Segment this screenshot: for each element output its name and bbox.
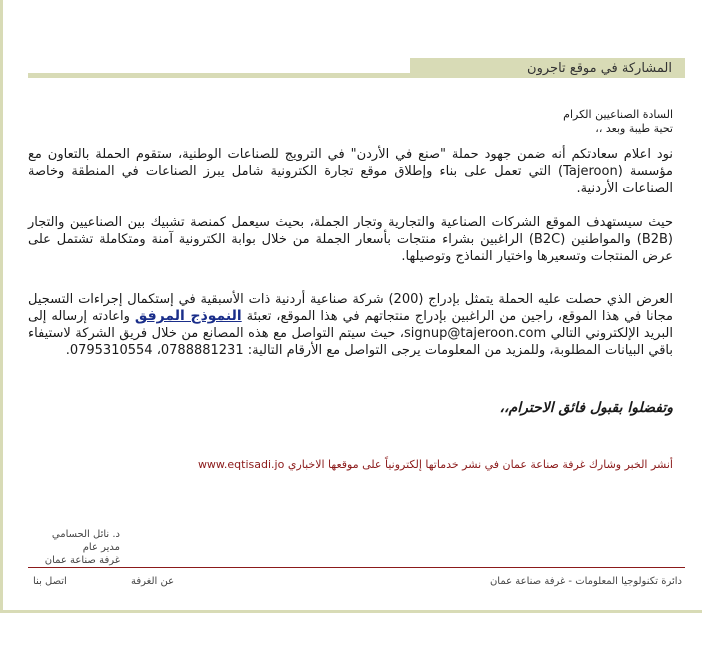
signature-name: د. نائل الحسامي bbox=[51, 529, 120, 540]
paragraph-3-text-b: واعادته إرساله إلى البريد الإلكتروني التالي signup@tajeroon.com، حيث سيتم التواصل مع هذه المصانع من خلال فريق الشركة لاستيفاء باقي البيانات المطلوبة، وللمزيد من المعلومات يرجى التواصل مع الأرقام التالية: 0788881231، 0795310554. bbox=[28, 309, 673, 358]
footer-department: دائرة تكنولوجيا المعلومات - غرفة صناعة عمان bbox=[489, 576, 682, 587]
attached-form-link[interactable]: النموذج المرفق bbox=[134, 308, 242, 324]
closing-line: وتفضلوا بقبول فائق الاحترام،، bbox=[499, 400, 673, 416]
title-bar bbox=[28, 58, 685, 78]
promo-line bbox=[28, 458, 673, 472]
signature-block bbox=[28, 528, 120, 567]
paragraph-1: نود اعلام سعادتكم أنه ضمن جهود حملة "صنع في الأردن" في الترويج للصناعات الوطنية، ستقوم الحملة بالتعاون مع مؤسسة (Tajeroon) التي تعمل على بناء وإطلاق موقع تجارة الكترونية شامل يبرز الصناعات في المنطقة وخاصة الصناعات الأردنية. bbox=[28, 147, 674, 196]
salutation-line-2: تحية طيبة وبعد ،، bbox=[595, 122, 673, 135]
salutation-line-1: السادة الصناعيين الكرام bbox=[563, 108, 673, 121]
footer-divider bbox=[28, 567, 685, 568]
signature-org: غرفة صناعة عمان bbox=[44, 555, 120, 566]
signature-role: مدير عام bbox=[82, 542, 120, 553]
paragraph-3 bbox=[28, 291, 673, 359]
footer-contact-link[interactable]: اتصل بنا bbox=[33, 576, 67, 587]
promo-site-link[interactable]: www.eqtisadi.jo bbox=[197, 458, 285, 471]
salutation bbox=[28, 108, 673, 136]
footer-about-link[interactable]: عن الغرفة bbox=[131, 576, 175, 587]
page-title: المشاركة في موقع تاجرون bbox=[410, 58, 685, 78]
paragraph-3-text-a: العرض الذي حصلت عليه الحملة يتمثل بإدراج (200) شركة صناعية أردنية ذات الأسبقية في إستكمال إجراءات التسجيل مجانا في هذا الموقع، راجين من الراغبين بإدراج منتجاتهم في هذا الموقع، تعبئة bbox=[28, 292, 673, 324]
paragraph-2: حيث سيستهدف الموقع الشركات الصناعية والتجارية وتجار الجملة، بحيث سيعمل كمنصة تشبيك بين الصناعيين والتجار (B2B) والمواطنين (B2C) الراغبين بشراء منتجات بأسعار الجملة من خلال بوابة الكترونية آمنة ومتكاملة تشتمل على عرض المنتجات وتسعيرها واختيار النماذج وتوصيلها. bbox=[28, 215, 673, 264]
promo-text: أنشر الخبر وشارك غرفة صناعة عمان في نشر خدماتها إلكترونياً على موقعها الاخباري bbox=[287, 458, 673, 471]
